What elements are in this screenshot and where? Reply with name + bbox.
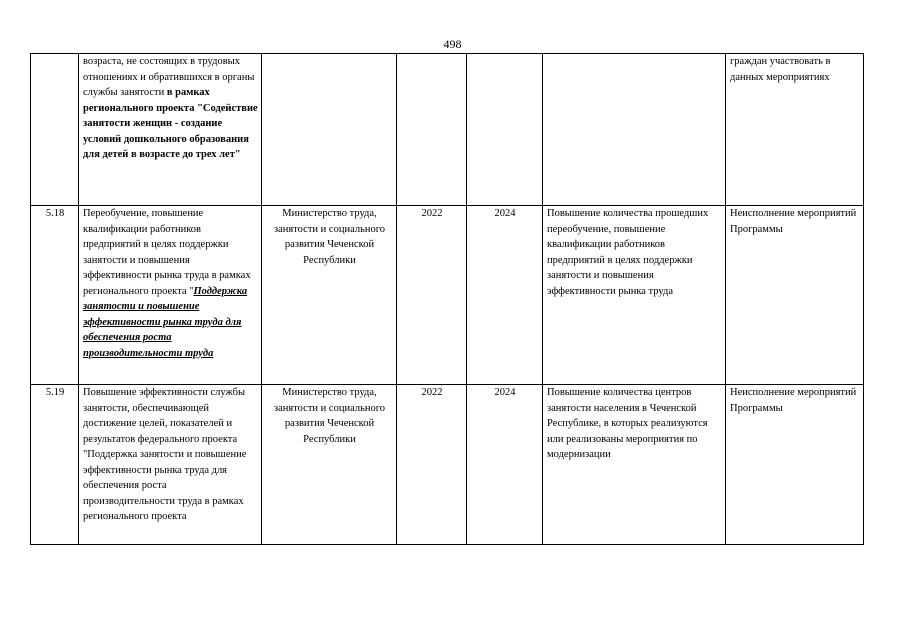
expected-result-cell: Повышение количества прошедших переобучение, повышение квалификации работников предприятий в целях поддержки занятости и повышения эффективности рынка труда (543, 206, 726, 385)
measure-name-cell (79, 206, 262, 385)
start-year-cell (397, 54, 467, 206)
start-year-cell: 2022 (397, 206, 467, 385)
end-year-cell: 2024 (467, 385, 543, 545)
end-year-cell (467, 54, 543, 206)
end-year-cell: 2024 (467, 206, 543, 385)
consequence-cell: Неисполнение мероприятий Программы (726, 385, 864, 545)
table-row (31, 54, 864, 206)
measures-table (30, 53, 864, 545)
row-number-cell: 5.18 (31, 206, 79, 385)
expected-result-cell (543, 54, 726, 206)
row-number-cell (31, 54, 79, 206)
executor-cell (262, 54, 397, 206)
measure-name-cell: Повышение эффективности службы занятости, обеспечивающей достижение целей, показателей и результатов федерального проекта "Поддержка занятости и повышение эффективности рынка труда для обеспечения роста производительности труда в рамках регионального проекта (79, 385, 262, 545)
consequence-cell: Неисполнение мероприятий Программы (726, 206, 864, 385)
measure-name-bold-text: в рамках регионального проекта "Содействие занятости женщин - создание условий дошкольного образования для детей в возрасте до трех лет" (83, 87, 258, 160)
consequence-cell: граждан участвовать в данных мероприятиях (726, 54, 864, 206)
expected-result-cell: Повышение количества центров занятости населения в Чеченской Республике, в которых реализуются или реализованы мероприятия по модернизации (543, 385, 726, 545)
measure-name-text: возраста, не состоящих в трудовых отношениях и обратившихся в органы службы занятости (83, 56, 255, 98)
measure-name-cell (79, 54, 262, 206)
measure-name-text: Переобучение, повышение квалификации работников предприятий в целях поддержки занятости и повышения эффективности рынка труда в рамках регионального проекта " (83, 208, 251, 297)
row-number-cell: 5.19 (31, 385, 79, 545)
executor-cell: Министерство труда, занятости и социального развития Чеченской Республики (262, 206, 397, 385)
start-year-cell: 2022 (397, 385, 467, 545)
table-row (31, 385, 864, 545)
table-row (31, 206, 864, 385)
page-number: 498 (443, 37, 462, 51)
executor-cell: Министерство труда, занятости и социального развития Чеченской Республики (262, 385, 397, 545)
measure-name-emphasis-text: Поддержка занятости и повышение эффективности рынка труда для обеспечения роста производительности труда (83, 285, 248, 359)
